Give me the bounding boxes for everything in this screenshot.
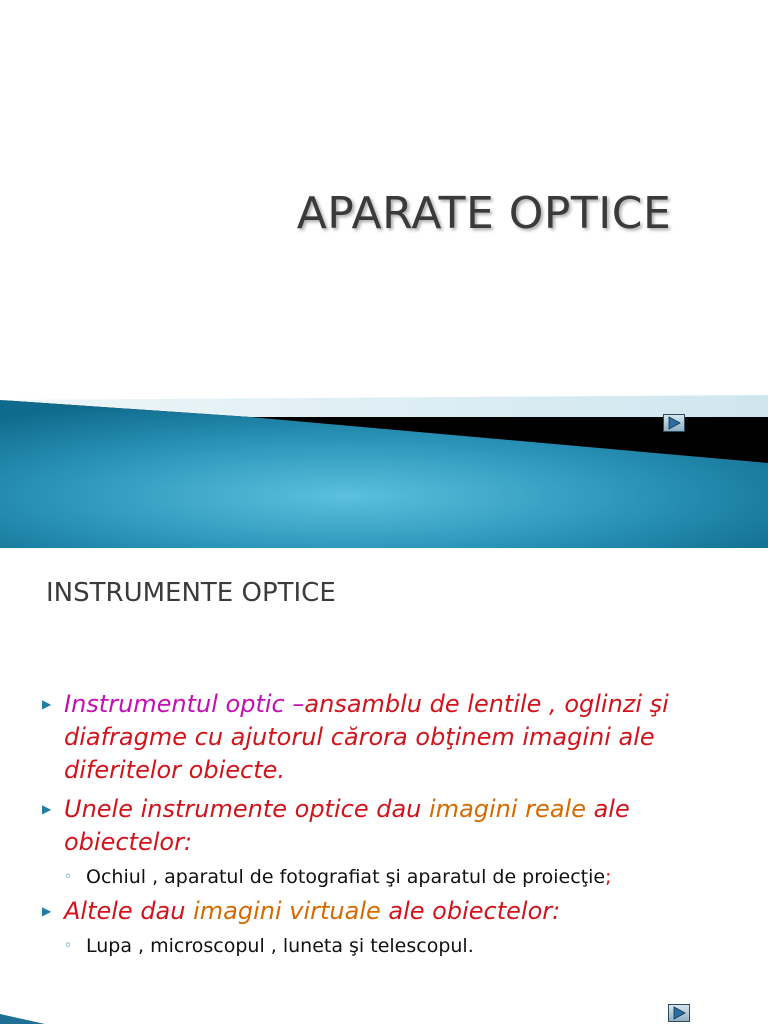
decorative-corner (0, 1004, 60, 1024)
highlight-text: imagini reale (429, 795, 586, 823)
list-item (40, 895, 750, 928)
sub-item-text: Ochiul , aparatul de fotografiat şi aparatul de proiecţie (86, 866, 606, 888)
term-dash: – (284, 690, 305, 718)
definition-text: ansamblu de lentile , oglinzi şi diafragme cu ajutorul cărora obţinem imagini ale diferitelor obiecte. (64, 690, 669, 784)
bullet-list (40, 688, 750, 964)
next-slide-button[interactable] (668, 1004, 690, 1022)
sub-list-item (40, 859, 750, 895)
play-next-icon (669, 1005, 689, 1021)
slide-heading: INSTRUMENTE OPTICE (46, 578, 336, 608)
decorative-wave-band (0, 395, 768, 548)
triangle-bullet-icon: ▶ (42, 802, 52, 816)
sub-item-end: . (467, 935, 474, 957)
item-text: Unele instrumente optice dau (64, 795, 430, 823)
sub-item-text: Lupa , microscopul , luneta şi telescopul (86, 935, 468, 957)
item-text: Altele dau (64, 897, 194, 925)
next-slide-button[interactable] (663, 414, 685, 432)
triangle-bullet-icon: ▶ (42, 697, 52, 711)
highlight-text: imagini virtuale (193, 897, 381, 925)
triangle-bullet-icon: ▶ (42, 904, 52, 918)
circle-bullet-icon: ◦ (64, 869, 73, 885)
term-text: Instrumentul optic (64, 690, 285, 718)
item-text-end: ale obiectelor: (380, 897, 561, 925)
list-item (40, 688, 750, 787)
slide-instrumente (0, 548, 768, 1024)
play-next-icon (664, 415, 684, 431)
sub-item-end: ; (605, 866, 612, 888)
slide-title-heading: APARATE OPTICE (296, 188, 672, 239)
sub-list-item (40, 928, 750, 964)
circle-bullet-icon: ◦ (64, 938, 73, 954)
item-text-end: ale obiectelor: (64, 795, 630, 856)
list-item (40, 793, 750, 859)
